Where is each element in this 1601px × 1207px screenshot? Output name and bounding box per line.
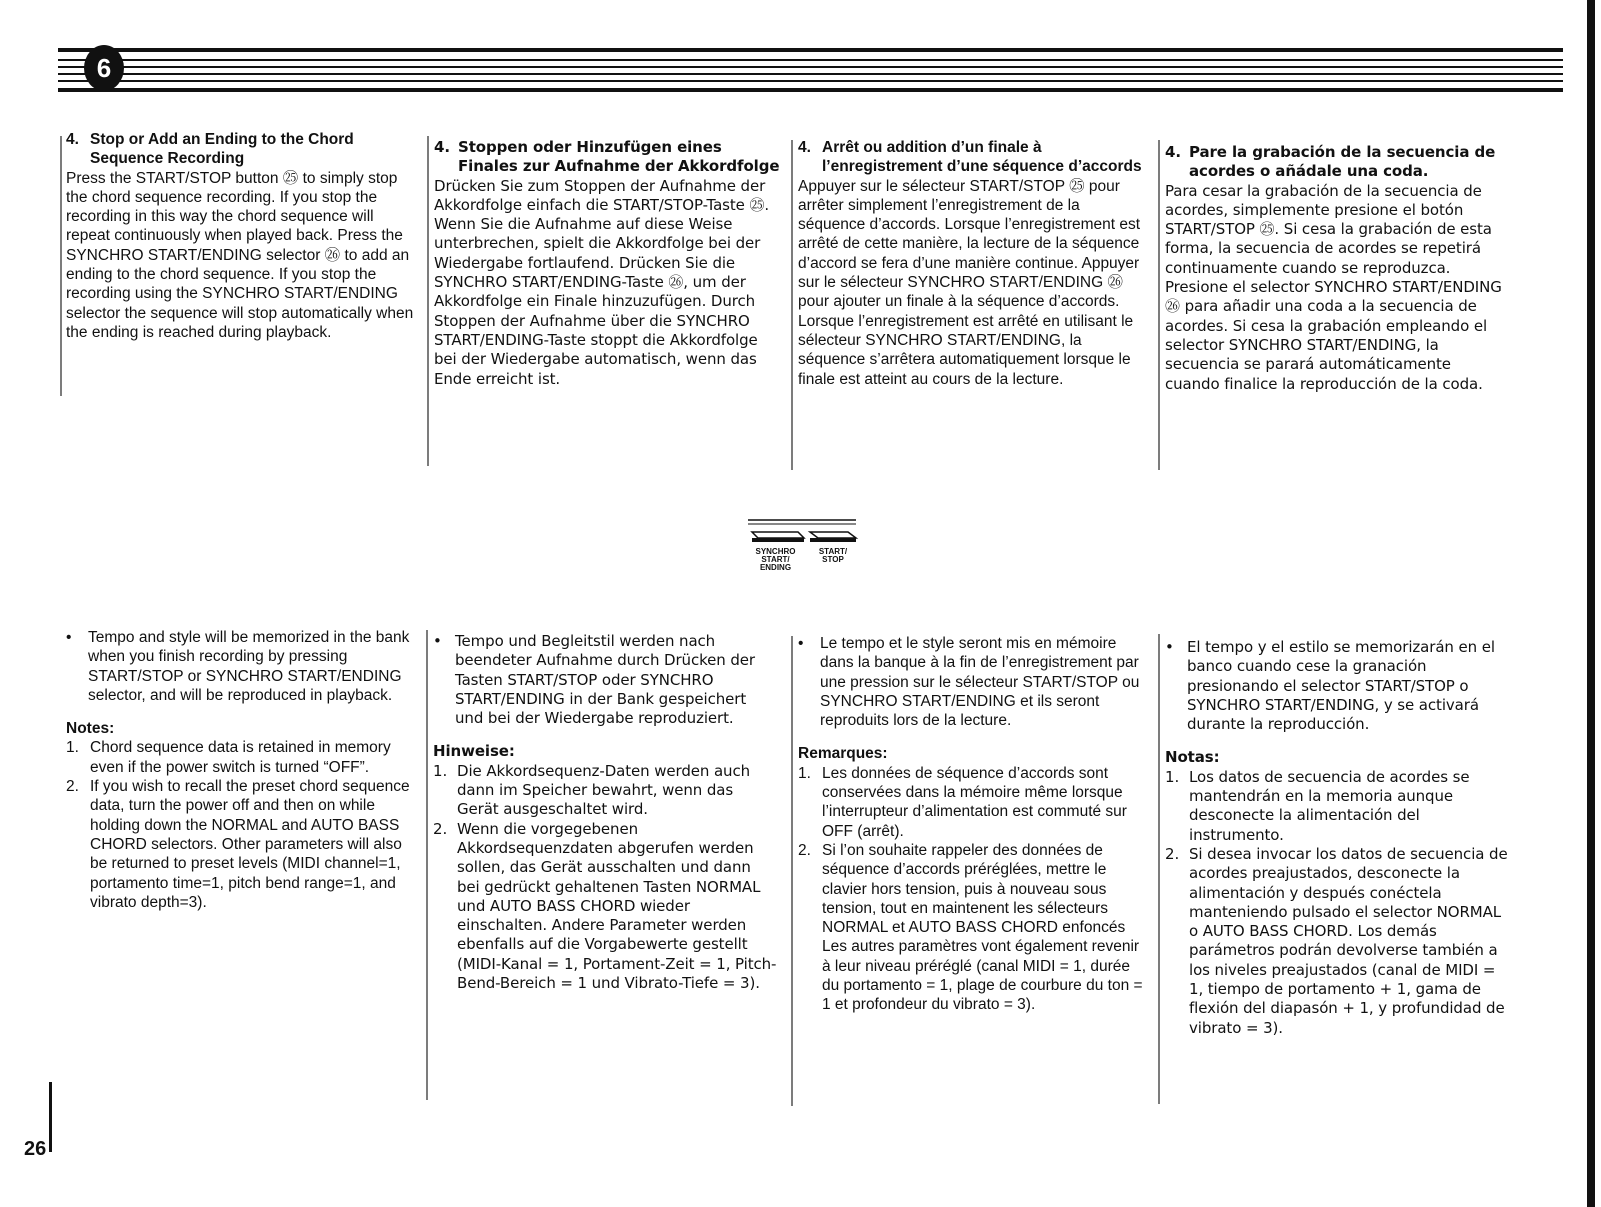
- column-es-bottom: [1165, 638, 1510, 1038]
- column-divider: [1158, 140, 1160, 470]
- section-header-rule: [58, 48, 1563, 96]
- bullet-item: • Le tempo et le style seront mis en mémoire dans la banque à la fin de l’enregistrement par une pression sur le sélecteur START/STOP ou SYNCHRO START/ENDING et ils seront reproduits lors de la lecture.: [798, 635, 1140, 730]
- note-item: 2. Wenn die vorgegebenen Akkordsequenzdaten abgerufen werden sollen, das Gerät ausschalten und dann bei gedrückt gehaltenen Tasten NORMAL und AUTO BASS CHORD wieder einschalten. Andere Parameter werden ebenfalls auf die Vorgabewerte gestellt (MIDI-Kanal = 1, Portament-Zeit = 1, Pitch-Bend-Bereich = 1 und Vibrato-Tiefe = 3).: [433, 819, 777, 993]
- start-stop-label: START/ STOP: [818, 547, 848, 564]
- column-es-top: [1165, 143, 1510, 394]
- column-divider: [60, 136, 62, 396]
- note-item: 1. Les données de séquence d’accords sont conservées dans la mémoire même lorsque l’interrupteur d’alimentation est commuté sur OFF (arrêt).: [798, 764, 1127, 840]
- notes-title: Remarques:: [798, 745, 888, 763]
- notes-title: Notes:: [66, 720, 115, 738]
- section-heading: 4. Stoppen oder Hinzufügen eines Finales zur Aufnahme der Akkordfolge: [434, 138, 780, 176]
- section-number-badge: 6: [84, 45, 124, 91]
- note-item: 2. Si l’on souhaite rappeler des données de séquence d’accords préréglées, mettre le clavier hors tension, puis à nouveau sous tension, tout en maintenent les sélecteurs NORMAL et AUTO BASS CHORD enfoncés Les autres paramètres vont également revenir à leur niveau préréglé (canal MIDI = 1, durée du portamento = 1, plage de courbure du ton = 1 et profondeur du vibrato = 3).: [798, 841, 1143, 1014]
- note-item: 1. Chord sequence data is retained in memory even if the power switch is turned “OFF”.: [66, 739, 391, 776]
- column-en-top: [66, 130, 416, 342]
- bullet-item: • El tempo y el estilo se memorizarán en el banco cuando cese la granación presionando el selector START/STOP o SYNCHRO START/ENDING, y se activará durante la reproducción.: [1165, 638, 1495, 734]
- notes-title: Notas:: [1165, 748, 1220, 767]
- column-divider: [427, 136, 429, 466]
- column-fr-top: [798, 138, 1143, 389]
- section-heading: 4. Arrêt ou addition d’un finale à l’enregistrement d’une séquence d’accords: [798, 139, 1142, 176]
- synchro-start-stop-panel-illustration: [748, 518, 878, 588]
- section-body: Press the START/STOP button ㉕ to simply stop the chord sequence recording. If you stop the recording in this way the chord sequence will repeat continuously when played back. Press the SYNCHRO START/ENDING selector ㉖ to add an ending to the chord sequence. If you stop the recording using the SYNCHRO START/ENDING selector the sequence will stop automatically when the ending is reached during playback.: [66, 169, 414, 341]
- column-de-top: [434, 138, 784, 389]
- section-heading: 4. Stop or Add an Ending to the Chord Sequence Recording: [66, 131, 354, 168]
- column-divider: [426, 630, 428, 1100]
- notes-title: Hinweise:: [433, 742, 515, 761]
- column-divider: [791, 140, 793, 470]
- section-body: Drücken Sie zum Stoppen der Aufnahme der Akkordfolge einfach die START/STOP-Taste ㉕. Wenn Sie die Aufnahme auf diese Weise unterbrechen, spielt die Akkordfolge bei der Wiedergabe fortlaufend. Drücken Sie die SYNCHRO START/ENDING-Taste ㉖, um der Akkordfolge ein Finale hinzuzufügen. Durch Stoppen der Aufnahme über die SYNCHRO START/ENDING-Taste stoppt die Akkordfolge bei der Wiedergabe automatisch, wenn das Ende erreicht ist.: [434, 176, 770, 388]
- section-heading: 4. Pare la grabación de la secuencia de acordes o añádale una coda.: [1165, 143, 1496, 181]
- column-divider: [791, 636, 793, 1106]
- column-en-bottom: [66, 628, 411, 912]
- page-number-bar: [49, 1082, 52, 1152]
- section-body: Para cesar la grabación de la secuencia de acordes, simplemente presione el botón START/STOP ㉕. Si cesa la grabación de esta forma, la secuencia de acordes se repetirá continuamente cuando se reproduzca. Presione el selector SYNCHRO START/ENDING ㉖ para añadir una coda a la secuencia de acordes. Si cesa la grabación empleando el selector SYNCHRO START/ENDING, la secuencia se parará automáticamente cuando finalice la reproducción de la coda.: [1165, 181, 1502, 393]
- note-item: 1. Die Akkordsequenz-Daten werden auch dann im Speicher bewahrt, wenn das Gerät ausgeschaltet wird.: [433, 761, 751, 819]
- page-number: 26: [24, 1138, 47, 1160]
- column-divider: [1158, 634, 1160, 1104]
- synchro-start-ending-label: SYNCHRO START/ ENDING: [755, 547, 796, 572]
- bullet-item: • Tempo and style will be memorized in the bank when you finish recording by pressing START/STOP or SYNCHRO START/ENDING selector, and will be reproduced in playback.: [66, 629, 410, 704]
- note-item: 2. If you wish to recall the preset chord sequence data, turn the power off and then on while holding down the NORMAL and AUTO BASS CHORD selectors. Other parameters will also be returned to preset levels (MIDI channel=1, portamento time=1, pitch bend range=1, and vibrato depth=3).: [66, 778, 410, 911]
- column-fr-bottom: [798, 634, 1143, 1015]
- column-de-bottom: [433, 632, 778, 993]
- note-item: 2. Si desea invocar los datos de secuencia de acordes preajustados, desconecte la alimentación y después conéctela manteniendo pulsado el selector NORMAL o AUTO BASS CHORD. Los demás parámetros podrán devolverse también a los niveles preajustados (canal de MIDI = 1, tiempo de portamento + 1, gama de flexión del diapasón + 1, y profundidad de vibrato = 3).: [1165, 844, 1508, 1037]
- section-body: Appuyer sur le sélecteur START/STOP ㉕ pour arrêter simplement l’enregistrement de la séquence d’accords. Lorsque l’enregistrement est arrêté de cette manière, la lecture de la séquence d’accord se fera d’une manière continue. Appuyer sur le sélecteur SYNCHRO START/ENDING ㉖ pour ajouter un finale à la séquence d’accords. Lorsque l’enregistrement est arrêté en utilisant le sélecteur SYNCHRO START/ENDING, la séquence s’arrêtera automatiquement lorsque le finale est atteint au cours de la lecture.: [798, 177, 1141, 388]
- note-item: 1. Los datos de secuencia de acordes se mantendrán en la memoria aunque desconecte la alimentación del instrumento.: [1165, 767, 1470, 844]
- bullet-item: • Tempo und Begleitstil werden nach beendeter Aufnahme durch Drücken der Tasten START/STOP oder SYNCHRO START/ENDING in der Bank gespeichert und bei der Wiedergabe reproduziert.: [433, 632, 755, 728]
- page-edge-bar: [1587, 0, 1595, 1207]
